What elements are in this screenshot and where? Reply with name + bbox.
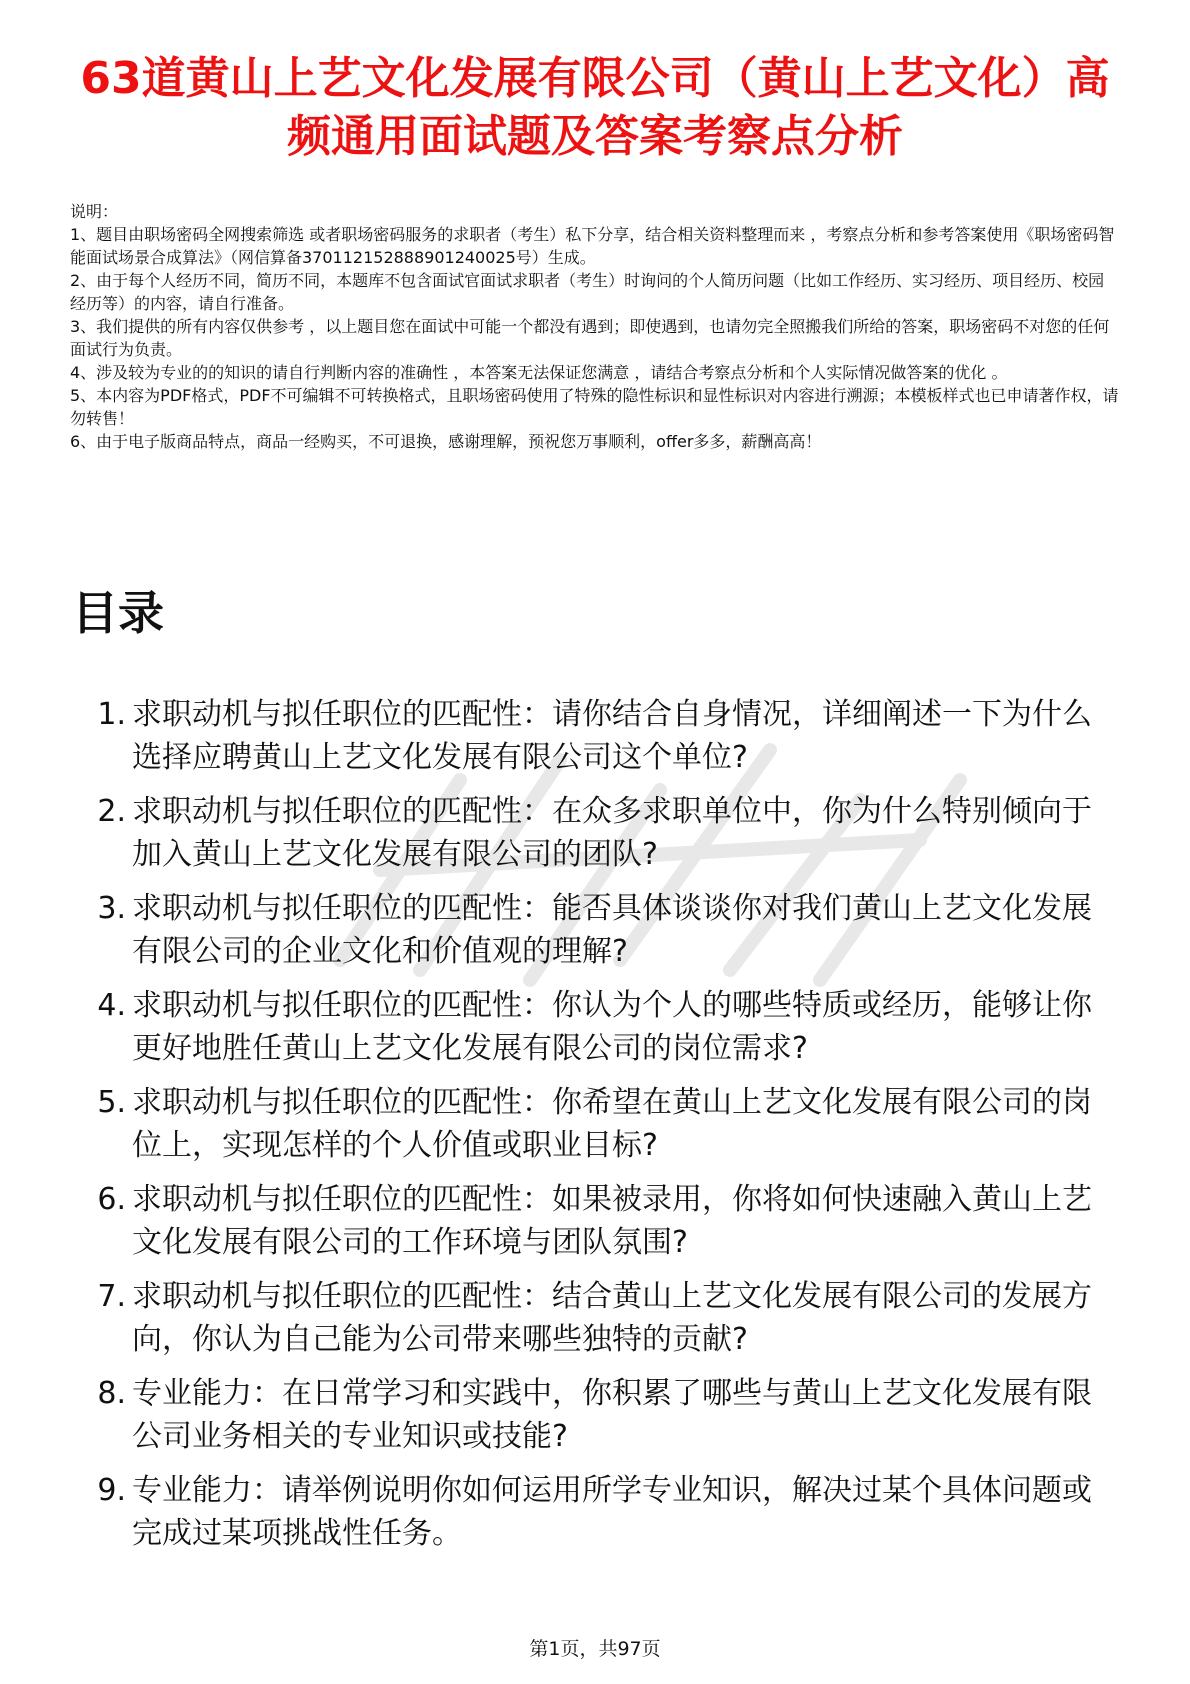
toc-item[interactable] bbox=[70, 790, 1120, 876]
toc-list bbox=[70, 693, 1120, 1566]
toc-item-number: 8. bbox=[97, 1376, 126, 1411]
toc-item-text: 专业能力：请举例说明你如何运用所学专业知识，解决过某个具体问题或完成过某项挑战性任务。 bbox=[132, 1473, 1092, 1551]
toc-item[interactable] bbox=[70, 1372, 1120, 1458]
note-item-1: 1、题目由职场密码全网搜索筛选 或者职场密码服务的求职者（考生）私下分享，结合相关资料整理而来 ，考察点分析和参考答案使用《职场密码智能面试场景合成算法》（网信算备370112152888901240025号）生成。 bbox=[70, 225, 1115, 267]
toc-item-number: 1. bbox=[97, 697, 126, 732]
note-item-3: 3、我们提供的所有内容仅供参考 ，以上题目您在面试中可能一个都没有遇到；即使遇到，也请勿完全照搬我们所给的答案，职场密码不对您的任何面试行为负责。 bbox=[70, 317, 1110, 359]
toc-item[interactable] bbox=[70, 887, 1120, 973]
toc-item[interactable] bbox=[70, 1081, 1120, 1167]
note-item-6: 6、由于电子版商品特点，商品一经购买，不可退换，感谢理解，预祝您万事顺利，offer多多，薪酬高高！ bbox=[70, 432, 822, 451]
toc-item[interactable] bbox=[70, 693, 1120, 779]
toc-item-number: 5. bbox=[97, 1085, 126, 1120]
note-item-2: 2、由于每个人经历不同，简历不同，本题库不包含面试官面试求职者（考生）时询问的个人简历问题（比如工作经历、实习经历、项目经历、校园经历等）的内容，请自行准备。 bbox=[70, 271, 1105, 313]
toc-item[interactable] bbox=[70, 984, 1120, 1070]
toc-item-text: 求职动机与拟任职位的匹配性：在众多求职单位中，你为什么特别倾向于加入黄山上艺文化发展有限公司的团队? bbox=[132, 794, 1092, 872]
toc-item-number: 4. bbox=[97, 988, 126, 1023]
page-footer: 第1页，共97页 bbox=[529, 1638, 661, 1660]
toc-item-text: 求职动机与拟任职位的匹配性：结合黄山上艺文化发展有限公司的发展方向，你认为自己能为公司带来哪些独特的贡献? bbox=[132, 1279, 1092, 1357]
toc-item-text: 求职动机与拟任职位的匹配性：你认为个人的哪些特质或经历，能够让你更好地胜任黄山上艺文化发展有限公司的岗位需求? bbox=[132, 988, 1092, 1066]
toc-item[interactable] bbox=[70, 1178, 1120, 1264]
toc-item-number: 2. bbox=[97, 794, 126, 829]
toc-item[interactable] bbox=[70, 1469, 1120, 1555]
notes-heading: 说明： bbox=[70, 202, 119, 221]
toc-item-number: 9. bbox=[97, 1473, 126, 1508]
page-title: 63道黄山上艺文化发展有限公司（黄山上艺文化）高频通用面试题及答案考察点分析 bbox=[80, 53, 1110, 162]
toc-item-number: 3. bbox=[97, 891, 126, 926]
toc-item-text: 求职动机与拟任职位的匹配性：能否具体谈谈你对我们黄山上艺文化发展有限公司的企业文化和价值观的理解? bbox=[132, 891, 1092, 969]
note-item-5: 5、本内容为PDF格式，PDF不可编辑不可转换格式，且职场密码使用了特殊的隐性标识和显性标识对内容进行溯源；本模板样式也已申请著作权，请勿转售！ bbox=[70, 386, 1119, 428]
notes-section bbox=[70, 200, 1120, 453]
toc-item-text: 求职动机与拟任职位的匹配性：你希望在黄山上艺文化发展有限公司的岗位上，实现怎样的个人价值或职业目标? bbox=[132, 1085, 1092, 1163]
toc-item-number: 7. bbox=[97, 1279, 126, 1314]
toc-item-number: 6. bbox=[97, 1182, 126, 1217]
toc-item-text: 求职动机与拟任职位的匹配性：请你结合自身情况，详细阐述一下为什么选择应聘黄山上艺文化发展有限公司这个单位? bbox=[132, 697, 1092, 775]
toc-item[interactable] bbox=[70, 1275, 1120, 1361]
note-item-4: 4、涉及较为专业的的知识的请自行判断内容的准确性 ，本答案无法保证您满意 ，请结合考察点分析和个人实际情况做答案的优化 。 bbox=[70, 363, 1008, 382]
toc-item-text: 专业能力：在日常学习和实践中，你积累了哪些与黄山上艺文化发展有限公司业务相关的专业知识或技能? bbox=[132, 1376, 1092, 1454]
toc-heading: 目录 bbox=[72, 586, 164, 640]
toc-item-text: 求职动机与拟任职位的匹配性：如果被录用，你将如何快速融入黄山上艺文化发展有限公司的工作环境与团队氛围? bbox=[132, 1182, 1092, 1260]
